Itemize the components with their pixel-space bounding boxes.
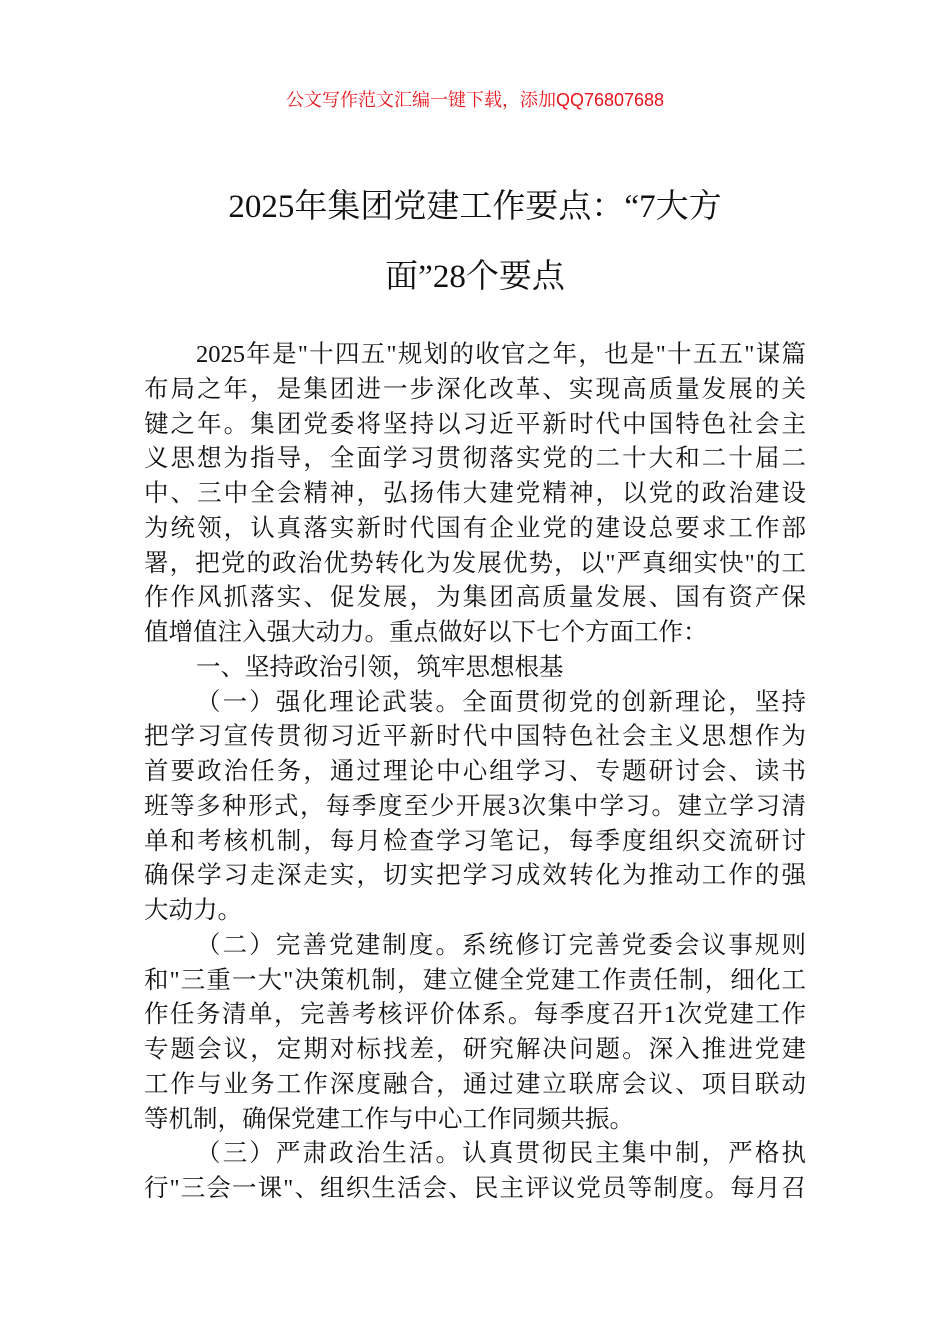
text-line: 单和考核机制，每月检查学习笔记，每季度组织交流研讨	[144, 827, 806, 855]
text-line: 一、坚持政治引领，筑牢思想根基	[196, 653, 564, 681]
text-line: 确保学习走深走实，切实把学习成效转化为推动工作的强	[144, 862, 806, 890]
text-line: 2025年是"十四五"规划的收官之年，也是"十五五"谋篇	[196, 341, 806, 368]
text-line: 工作与业务工作深度融合，通过建立联席会议、项目联动	[144, 1070, 806, 1098]
document-title-line-1: 2025年集团党建工作要点：“7大方	[228, 189, 722, 225]
text-line: 键之年。集团党委将坚持以习近平新时代中国特色社会主	[144, 410, 806, 438]
text-line: 把学习宣传贯彻习近平新时代中国特色社会主义思想作为	[144, 723, 806, 751]
text-line: 为统领，认真落实新时代国有企业党的建设总要求工作部	[144, 514, 806, 542]
text-line: 作作风抓落实、促发展，为集团高质量发展、国有资产保	[144, 584, 806, 612]
text-line: 首要政治任务，通过理论中心组学习、专题研讨会、读书	[144, 758, 806, 785]
document-title-line-2: 面”28个要点	[385, 259, 565, 295]
text-line: 布局之年，是集团进一步深化改革、实现高质量发展的关	[144, 375, 806, 403]
text-line: 专题会议，定期对标找差，研究解决问题。深入推进党建	[144, 1036, 806, 1063]
text-line: 行"三会一课"、组织生活会、民主评议党员等制度。每月召	[144, 1175, 806, 1202]
text-line: （一）强化理论武装。全面贯彻党的创新理论，坚持	[196, 688, 806, 716]
download-watermark: 公文写作范文汇编一键下载，添加QQ76807688	[285, 90, 665, 110]
text-line: 班等多种形式，每季度至少开展3次集中学习。建立学习清	[144, 792, 806, 820]
text-line: 作任务清单，完善考核评价体系。每季度召开1次党建工作	[144, 1001, 806, 1029]
text-line: （三）严肃政治生活。认真贯彻民主集中制，严格执	[196, 1140, 806, 1168]
text-line: 中、三中全会精神，弘扬伟大建党精神，以党的政治建设	[144, 480, 806, 507]
text-line: （二）完善党建制度。系统修订完善党委会议事规则	[196, 931, 806, 959]
text-line: 义思想为指导，全面学习贯彻落实党的二十大和二十届二	[144, 445, 806, 473]
text-line: 大动力。	[144, 897, 242, 924]
document-body	[144, 338, 806, 1207]
text-line: 署，把党的政治优势转化为发展优势，以"严真细实快"的工	[144, 549, 806, 577]
text-line: 和"三重一大"决策机制，建立健全党建工作责任制，细化工	[144, 966, 806, 994]
text-line: 等机制，确保党建工作与中心工作同频共振。	[144, 1105, 634, 1133]
text-line: 值增值注入强大动力。重点做好以下七个方面工作：	[144, 619, 708, 646]
